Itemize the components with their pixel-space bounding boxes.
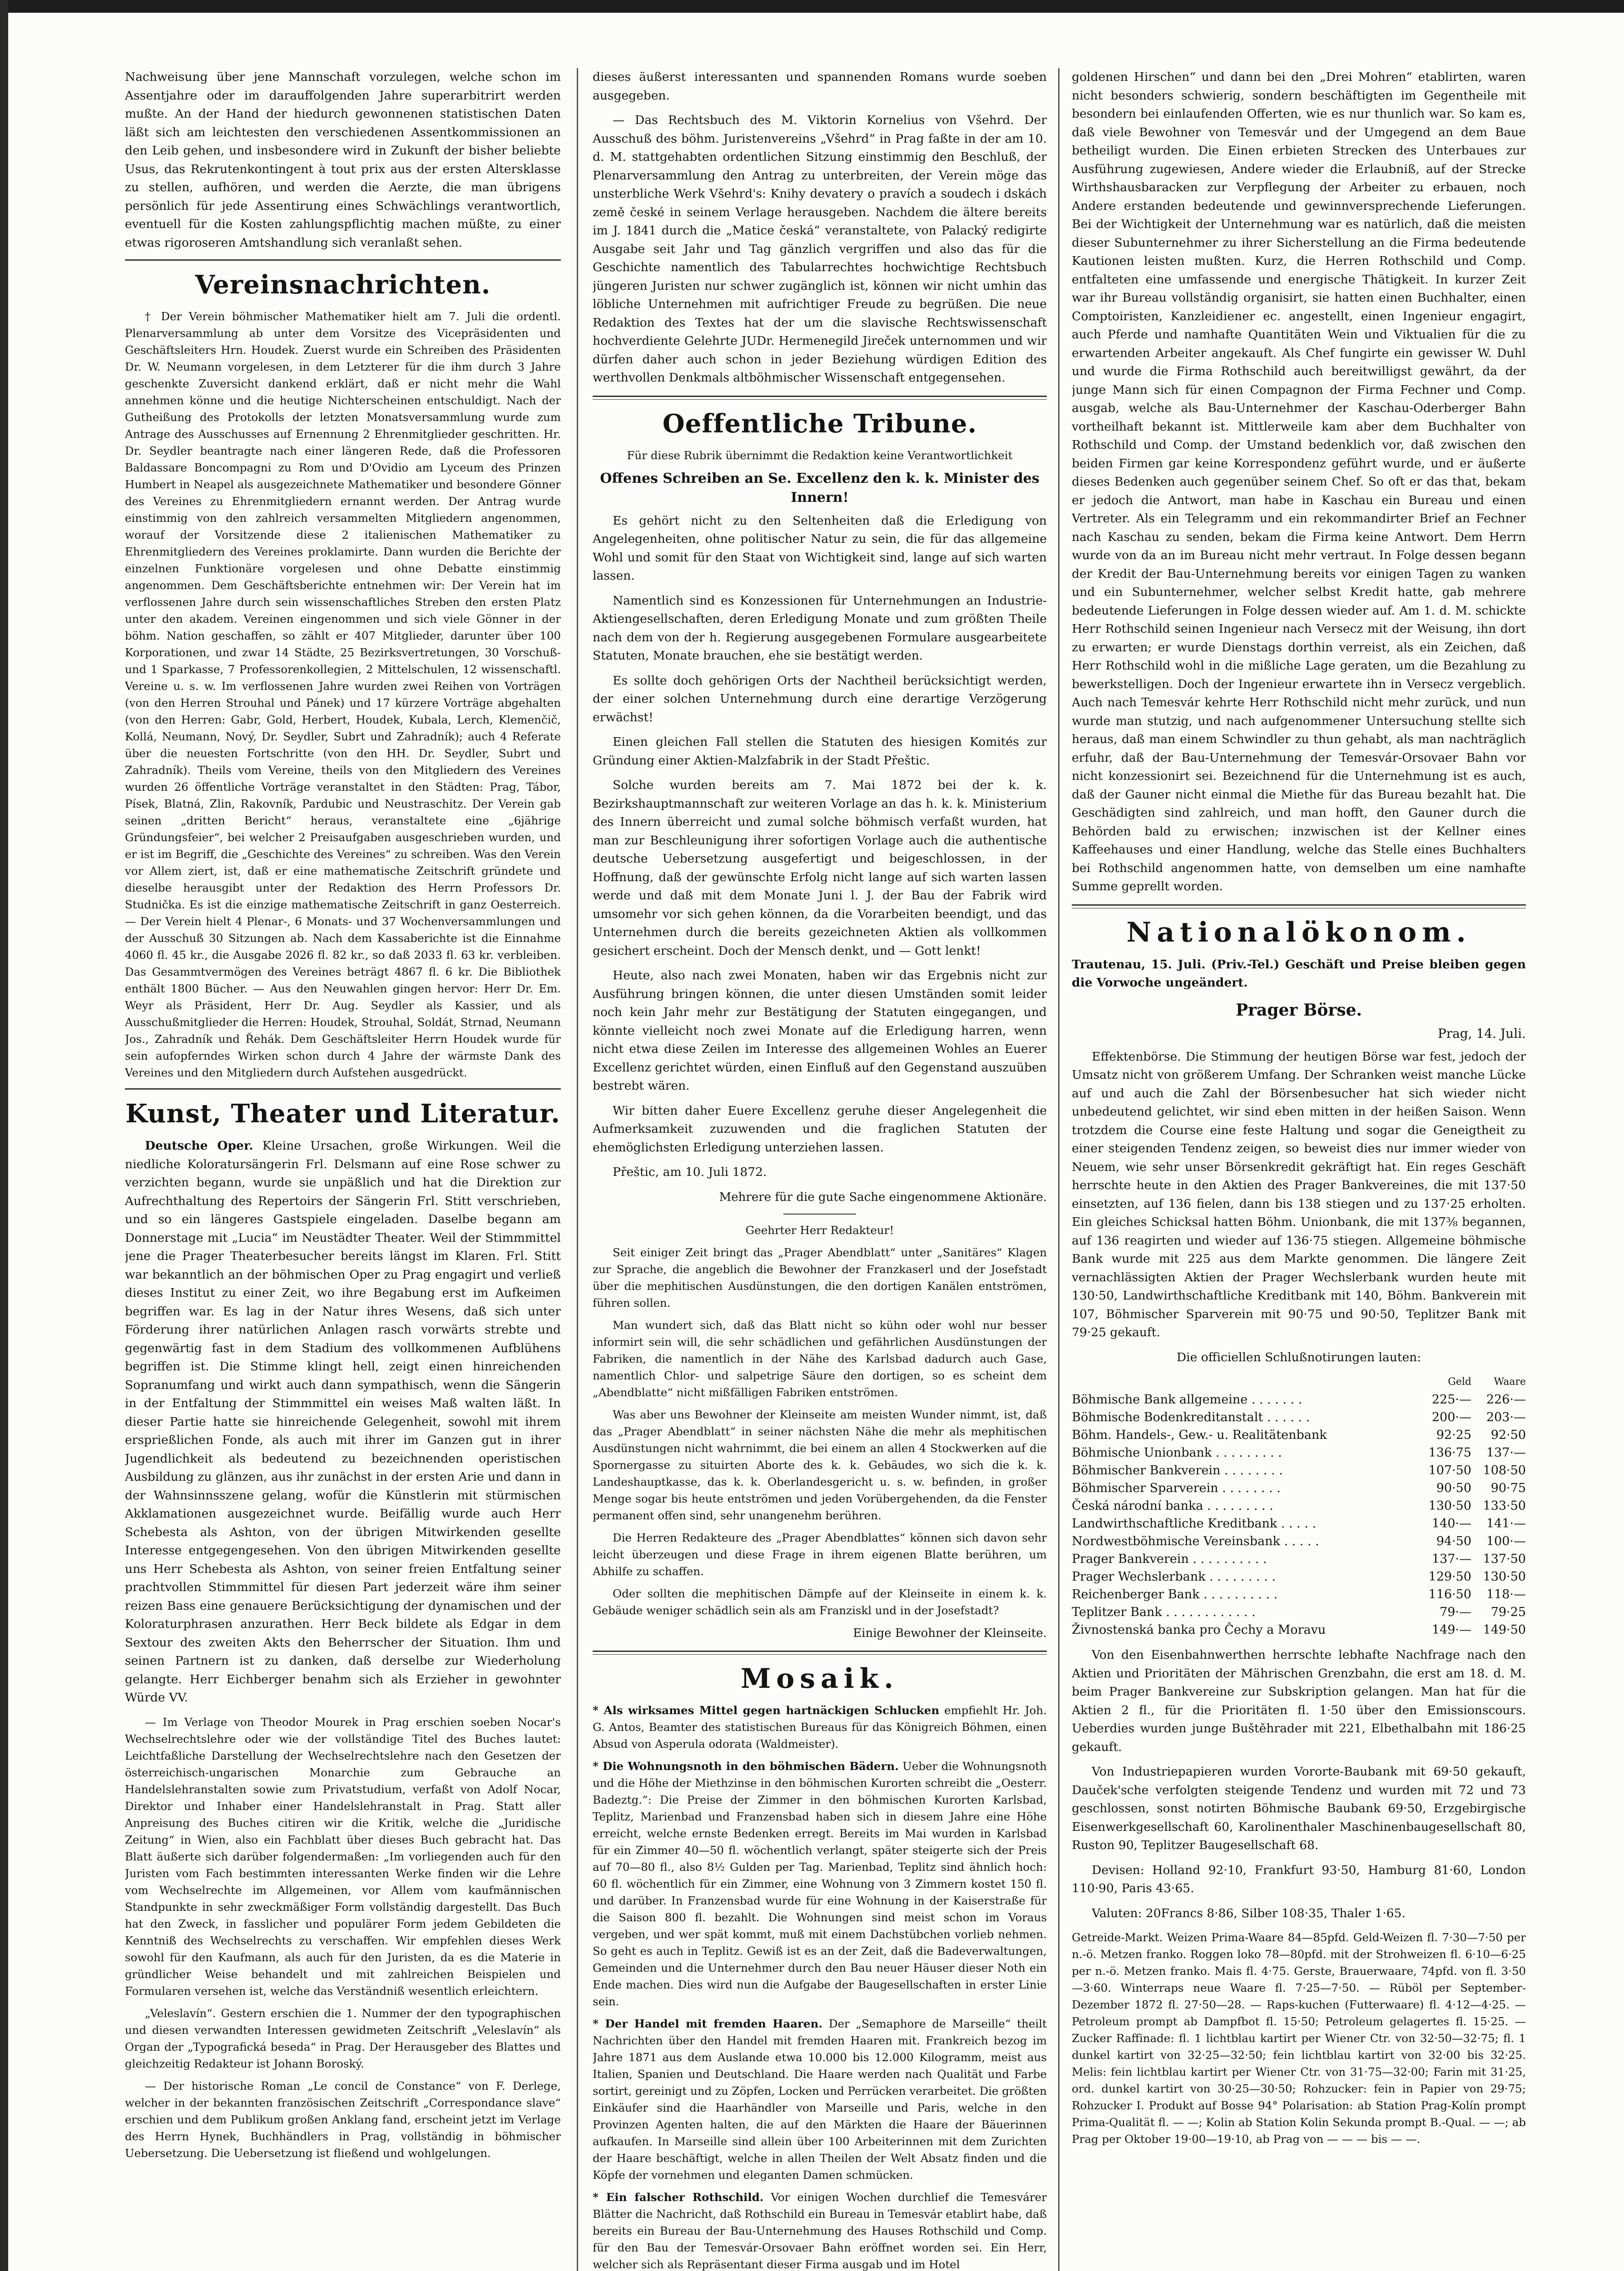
article-text: Von Industriepapieren wurden Vororte-Baubank mit 69·50 gekauft, Dauček'sche verfolgten steigende Tendenz und wurden mit 72 und 73 geschlossen, sonst notirten Böhmische Baubank 69·50, Erzgebirgische Eisenwerkgesellschaft 60, Karolinenthaler Maschinenbaugesellschaft 80, Ruston 90, Teplitzer Baugesellschaft 68.	[1072, 1765, 1526, 1852]
bid-price: 149·—	[1431, 1623, 1471, 1637]
ask-price: 79·25	[1490, 1605, 1526, 1619]
letter-signature: Mehrere für die gute Sache eingenommene Aktionäre.	[719, 1190, 1047, 1204]
bid-price: 225·—	[1431, 1393, 1471, 1407]
letter-date: Přeštic, am 10. Juli 1872.	[613, 1165, 767, 1179]
ask-price: 137·—	[1486, 1446, 1526, 1460]
article-text: „Veleslavín“. Gestern erschien die 1. Nummer der den typographischen und diesen verwandten Interessen gewidmeten Zeitschrift „Veleslavín“ als Organ der „Typografická beseda“ in Prag. Der Herausgeber des Blattes und gleichzeitig Redakteur ist Johann Boroský.	[125, 2006, 561, 2070]
security-name: Reichenberger Bank . . . . . . . . . .	[1072, 1587, 1278, 1602]
section-heading-kunst: Kunst, Theater und Literatur.	[125, 1099, 560, 1129]
column-left	[125, 68, 561, 2271]
bid-price: 140·—	[1431, 1517, 1471, 1531]
article-text	[125, 1137, 561, 1707]
article-text: Einen gleichen Fall stellen die Statuten des hiesigen Komités zur Gründung einer Aktien-Malzfabrik in der Stadt Přeštic.	[593, 735, 1047, 768]
bid-price: 136·75	[1428, 1446, 1471, 1460]
security-name: Teplitzer Bank . . . . . . . . . . . .	[1072, 1605, 1256, 1619]
article-text: dieses äußerst interessanten und spannenden Romans wurde soeben ausgegeben.	[593, 70, 1047, 103]
ask-price: 203·—	[1486, 1410, 1526, 1424]
security-name: Nordwestböhmische Vereinsbank . . . . .	[1072, 1534, 1319, 1548]
article-text	[593, 1702, 1047, 1752]
quotes-header-row	[1072, 1373, 1526, 1391]
security-name: Prager Wechslerbank . . . . . . . . .	[1072, 1570, 1276, 1584]
table-row	[1072, 1515, 1526, 1532]
article-text: Nachweisung über jene Mannschaft vorzulegen, welche schon im Assentjahre oder im darauffolgenden Jahre superarbitrirt werden mußte. An der Hand der hiedurch gewonnenen statistischen Daten läßt sich am leichtesten den verschiedenen Assentkommissionen an den Leib gehen, und insbesondere wird in Zukunft der bisher beliebte Usus, das Rekrutenkontingent à tout prix aus der ersten Altersklasse zu stellen, aufhören, und werden die Aerzte, die man übrigens persönlich für jede Assentirung eines Schwächlings verantwortlich, eventuell für die Kosten zahlungspflichtig machen müßte, zu einer etwas rigoroseren Amtshandlung sich veranlaßt sehen.	[125, 70, 561, 250]
table-row	[1072, 1586, 1526, 1603]
ask-price: 118·—	[1486, 1587, 1526, 1602]
article-text: Wir bitten daher Euere Excellenz geruhe dieser Angelegenheit die Aufmerksamkeit zuzuwenden und die fraglichen Statuten der ehemöglichsten Erledigung unterziehen lassen.	[593, 1103, 1047, 1155]
article-body: Der „Semaphore de Marseille“ theilt Nachrichten über den Handel mit fremden Haaren mit. Frankreich bezog im Jahre 1871 aus dem Auslande etwa 10.000 bis 12.000 Kilogramm, meist aus Italien, Spanien und Deutschland. Die Haare werden nach Qualität und Farbe sortirt, gereinigt und zu Zöpfen, Locken und Perrücken verarbeitet. Die größten Einkäufer sind die Haarhändler von Marseille und Paris, welche in den Provinzen Agenten halten, die auf den Märkten die Haare der Bäuerinnen aufkaufen. In Marseille sind allein über 100 Arbeiterinnen mit dem Zurichten der Haare beschäftigt, welche in allen Theilen der Welt Absatz finden und die Köpfe der vornehmen und eleganten Damen schmücken.	[593, 2017, 1047, 2182]
table-row	[1072, 1462, 1526, 1479]
divider	[1072, 904, 1526, 908]
table-row	[1072, 1532, 1526, 1550]
table-row	[1072, 1426, 1526, 1444]
article-text: Effektenbörse. Die Stimmung der heutigen Börse war fest, jedoch der Umsatz nicht von größerem Umfang. Der Schranken weist manche Lücke auf und auch die Zahl der Börsenbesucher hat sich wieder nicht unbedeutend gelichtet, wir sind eben mitten in der heißen Saison. Wenn trotzdem die Course eine feste Haltung und sogar die Geneigtheit zu einer steigenden Tendenz zeigen, so beweist dies nur immer wieder von Neuem, wie sehr unser Börsenkredit gekräftigt hat. Ein reges Geschäft herrschte heute in den Aktien des Prager Bankvereines, die mit 137·50 einsetzten, auf 136 fielen, dann bis 138 stiegen und zu 137·25 erholten. Ein gleiches Schicksal hatten Böhm. Unionbank, die mit 137⅜ begannen, auf 136 reagirten und wieder auf 136·75 stiegen. Allgemeine böhmische Bank wurde mit 225 aus dem Markte genommen. Die längere Zeit vernachlässigten Aktien der Prager Wechslerbank wurden heute mit 130·50, Landwirthschaftliche Kreditbank mit 140, Böhm. Bankverein mit 107, Böhmischer Sparverein mit 90·75 und 90·50, Teplitzer Bank mit 79·25 gekauft.	[1072, 1049, 1526, 1339]
table-row	[1072, 1408, 1526, 1426]
bid-price: 130·50	[1428, 1499, 1471, 1513]
article-text: Was aber uns Bewohner der Kleinseite am meisten Wunder nimmt, ist, daß das „Prager Abendblatt“ in seiner nächsten Nähe die mehr als mephitischen Ausdünstungen nicht wahrnimmt, die bei einem an allen 4 Stockwerken auf die Spornergasse zu situirten Aborte des k. k. Gebäudes, wo sich die k. k. Landeshauptkasse, das k. k. Oberlandesgericht u. s. w. befinden, in großer Menge sogar bis heute entströmen und jeden Vorübergehenden, da die Fenster permanent offen sind, sehr unangenehm berühren.	[593, 1408, 1047, 1522]
letter-salutation: Geehrter Herr Redakteur!	[745, 1223, 894, 1237]
article-lead: * Die Wohnungsnoth in den böhmischen Bädern.	[593, 1759, 899, 1773]
telegram-text: Trautenau, 15. Juli. (Priv.-Tel.) Geschäft und Preise bleiben gegen die Vorwoche ungeändert.	[1072, 957, 1526, 990]
article-text: Oder sollten die mephitischen Dämpfe auf der Kleinseite in einem k. k. Gebäude weniger schädlich sein als am Franziskl und in der Josefstadt?	[593, 1587, 1047, 1617]
ask-price: 226·—	[1486, 1393, 1526, 1407]
divider	[125, 1088, 561, 1090]
security-name: Böhmische Bank allgemeine . . . . . . .	[1072, 1393, 1302, 1407]
security-name: Živnostenská banka pro Čechy a Moravu	[1072, 1623, 1326, 1637]
letter-signature: Einige Bewohner der Kleinseite.	[853, 1626, 1047, 1640]
table-row	[1072, 1568, 1526, 1586]
table-row	[1072, 1603, 1526, 1621]
divider	[593, 396, 1047, 400]
quotes-table	[1072, 1373, 1526, 1639]
section-heading-vereinsnachrichten: Vereinsnachrichten.	[195, 270, 491, 300]
bid-price: 92·25	[1436, 1428, 1471, 1442]
bid-price: 137·—	[1431, 1552, 1471, 1566]
security-name: Landwirthschaftliche Kreditbank . . . . .	[1072, 1517, 1317, 1531]
scan-border-left	[0, 0, 8, 2271]
editorial-note: Für diese Rubrik übernimmt die Redaktion keine Verantwortlichkeit	[627, 448, 1013, 462]
ask-price: 130·50	[1483, 1570, 1526, 1584]
scan-border-top	[0, 0, 1624, 13]
table-row	[1072, 1479, 1526, 1497]
security-name: Böhmischer Bankverein . . . . . . . .	[1072, 1463, 1283, 1478]
bid-price: 90·50	[1436, 1481, 1471, 1495]
security-name: Böhm. Handels-, Gew.- u. Realitätenbank	[1072, 1428, 1327, 1442]
column-rule	[1058, 68, 1060, 2271]
article-text: † Der Verein böhmischer Mathematiker hielt am 7. Juli die ordentl. Plenarversammlung ab unter dem Vorsitze des Vicepräsidenten und Geschäftsleiters Hrn. Houdek. Zuerst wurde ein Schreiben des Präsidenten Dr. W. Neumann vorgelesen, in dem Letzterer für die ihm durch 3 Jahre geschenkte Zuversicht dankend erklärt, daß er nicht mehr die Wahl annehmen könne und die heutige Nichterscheinen entschuldigt. Nach der Gutheißung des Protokolls der letzten Monatsversammlung wurde zum Antrage des Ausschusses auf Ernennung 2 Ehrenmitglieder geschritten. Hr. Dr. Seydler beantragte nach einer längeren Rede, daß die Professoren Baldassare Boncompagni zu Rom und D'Ovidio am Lyceum des Prinzen Humbert in Neapel als ausgezeichnete Mathematiker und besondere Gönner des Vereines zu Ehrenmitgliedern ernannt werden. Der Antrag wurde einstimmig von den zahlreich versammelten Mitgliedern angenommen, worauf der Vorsitzende diese 2 italienischen Mathematiker zu Ehrenmitgliedern des Vereines proklamirte. Dann wurden die Berichte der einzelnen Funktionäre vorgelesen und ohne Debatte einstimmig angenommen. Dem Geschäftsberichte entnehmen wir: Der Verein hat im verflossenen Jahre durch sein wissenschaftliches Streben den ersten Platz unter den akadem. Vereinen eingenommen und sich viele Gönner in der böhm. Nation geschaffen, so zählt er 407 Mitglieder, darunter über 100 Korporationen, und zwar 14 Städte, 25 Bezirksvertretungen, 30 Vorschuß- und 1 Sparkasse, 7 Professorenkollegien, 2 Mittelschulen, 12 wissenschaftl. Vereine u. s. w. Im verflossenen Jahre wurden zwei Reihen von Vorträgen (von den Herren Strouhal und Pánek) und 17 kürzere Vorträge abgehalten (von den Herren: Gabr, Gold, Herbert, Houdek, Kubala, Lerch, Klemenčič, Kollá, Neumann, Nový, Dr. Seydler, Subrt und Zahradník); auch 4 Referate über die neuesten Fortschritte (von den HH. Dr. Seydler, Subrt und Zahradník). Theils vom Vereine, theils von den Mitgliedern des Vereines wurden 26 öffentliche Vorträge veranstaltet in den Städten: Prag, Tábor, Písek, Blatná, Zlin, Rakovník, Pardubic und Neustraschitz. Der Verein gab seinen „dritten Bericht“ heraus, veranstaltete eine „6jährige Gründungsfeier“, bei welcher 2 Preisaufgaben ausgeschrieben wurden, und er ist im Begriff, die „Geschichte des Vereines“ zu schreiben. Was den Verein vor Allem ziert, ist, daß er eine mathematische Zeitschrift gründete und dieselbe herausgibt unter der Redaktion des Herrn Professors Dr. Studnička. Es ist die einzige mathematische Zeitschrift in ganz Oesterreich. — Der Verein hielt 4 Plenar-, 6 Monats- und 37 Wochenversammlungen und der Ausschuß 30 Sitzungen ab. Nach dem Kassaberichte ist die Einnahme 4060 fl. 45 kr., die Ausgabe 2026 fl. 82 kr., so daß 2033 fl. 63 kr. verbleiben. Das Gesammtvermögen des Vereines beträgt 4867 fl. 6 kr. Die Bibliothek enthält 1800 Bücher. — Aus den Neuwahlen gingen hervor: Herr Dr. Em. Weyr als Präsident, Herr Dr. Aug. Seydler als Kassier, und als Ausschußmitglieder die Herren: Houdek, Strouhal, Soldát, Strnad, Neumann Jos., Zahradník und Řehák. Dem Geschäftsleiter Herrn Houdek wurde für sein aufopferndes Wirken schon durch 4 Jahre der wärmste Dank des Vereines und den Mitgliedern durch Aufstehen ausgedrückt.	[125, 310, 561, 1079]
bid-price: 129·50	[1428, 1570, 1471, 1584]
ask-price: 100·—	[1486, 1534, 1526, 1548]
column-rule	[577, 68, 578, 2271]
security-name: Böhmische Unionbank . . . . . . . . .	[1072, 1446, 1282, 1460]
bid-price: 200·—	[1431, 1410, 1471, 1424]
article-text: Devisen: Holland 92·10, Frankfurt 93·50, Hamburg 81·60, London 110·90, Paris 43·65.	[1072, 1863, 1526, 1895]
divider	[125, 259, 561, 261]
divider	[593, 1651, 1047, 1655]
bid-price: 107·50	[1428, 1463, 1471, 1478]
article-text: Solche wurden bereits am 7. Mai 1872 bei der k. k. Bezirkshauptmannschaft zur weiteren Vorlage an das h. k. k. Ministerium des Innern überreicht und zumal solche böhmisch verfaßt wurden, hat man zur Beschleunigung ihrer sofortigen Vorlage auch die authentische deutsche Uebersetzung ausgefertigt und beigeschlossen, in der Hoffnung, daß der gewünschte Erfolg nicht lange auf sich warten lassen werde und daß mit dem Monate Juni l. J. der Bau der Fabrik wird umsomehr vor sich gehen können, da die Vorarbeiten beendigt, und das Unternehmen durch die bereits gezeichneten Aktien als vollkommen gesichert erscheint. Doch der Mensch denkt, und — Gott lenkt!	[593, 778, 1047, 958]
security-name: Česká národní banka . . . . . . . . .	[1072, 1499, 1273, 1513]
section-heading-nationaloekonom: Nationalökonom.	[1126, 916, 1471, 948]
ask-price: 149·50	[1483, 1623, 1526, 1637]
article-lead: Deutsche Oper.	[145, 1139, 253, 1153]
subsection-heading-prager-boerse: Prager Börse.	[1235, 1000, 1362, 1020]
article-text: — Im Verlage von Theodor Mourek in Prag erschien soeben Nocar's Wechselrechtslehre oder wie der vollständige Titel des Buches lautet: Leichtfaßliche Darstellung der Wechselrechtslehre nach den Gesetzen der österreichisch-ungarischen Monarchie zum Gebrauche an Handelslehranstalten sowie zum Privatstudium, verfaßt von Adolf Nocar, Direktor und Inhaber einer Handelslehranstalt in Prag. Statt aller Anpreisung des Buches citiren wir die Kritik, welche die „Juridische Zeitung“ in Wien, also ein Fachblatt über dieses Buch gebracht hat. Das Blatt äußerte sich darüber folgendermaßen: „Im vorliegenden auch für den Juristen vom Fach bestimmten interessanten Werke finden wir die Lehre vom Wechselrechte im Allgemeinen, vor Allem vom kaufmännischen Standpunkte in sehr zweckmäßiger Form vollständig dargestellt. Das Buch hat den Zweck, in fasslicher und populärer Form jedem Gebildeten die Kenntniß des Wechselrechts zu verschaffen. Wir empfehlen dieses Werk sowohl für den Kaufmann, als auch für den Juristen, da es die Materie in gründlicher Weise behandelt und mit zahlreichen Beispielen und Formularen versehen ist, welche das Verständniß wesentlich erleichtern.	[125, 1715, 561, 1998]
article-body: Kleine Ursachen, große Wirkungen. Weil die niedliche Koloratursängerin Frl. Delsmann auf eine Rose schwer zu verzichten begann, wurde sie unpäßlich und hat die Direktion zur Aufrechthaltung des Repertoirs der Sängerin Frl. Stitt verschrieben, und so ein längeres Gastspiele eingeladen. Daselbe begann am Donnerstage mit „Lucia“ im Neustädter Theater. Weil der Stimmmittel jene die Prager Theaterbesucher bereits längst im Klaren. Frl. Stitt war bekanntlich an der böhmischen Oper zu Prag engagirt und verließ dieses Institut zu einer Zeit, wo ihre Begabung erst im Aufkeimen begriffen war. Es lag in der Natur ihres Wesens, daß sich unter Förderung ihrer natürlichen Anlagen rasch vorwärts strebte und gegenwärtig fast in dem Stadium des vollkommenen Aufblühens begriffen ist. Die Stimme klingt hell, zeigt einen hinreichenden Sopranumfang und wirkt auch dann sympathisch, wenn die Sängerin in der Entfaltung der Stimmmittel ein weises Maß walten läßt. In dieser Partie hatte sie hinreichende Gelegenheit, sowohl mit ihrem ersprießlichen Fonde, als auch mit ihrer im Ganzen gut in ihrer Jugendlichkeit als bedeutend zu bezeichnenden operistischen Ausbildung zu glänzen, aus ihr zunächst in der ersten Arie und dann in der Wahnsinnsszene gelang, wofür die Künstlerin mit stürmischen Akklamationen ausgezeichnet wurde. Beifällig wurde auch Herr Schebesta als Ashton, von der übrigen Mitwirkenden gesellte Interesse entgegengesehen. Von den übrigen Mitwirkenden gesellte uns Herr Schebesta als Ashton, von seiner freien Entfaltung seiner prachtvollen Stimmmittel für diesen Part jederzeit wäre ihm seiner reizen Bass eine genauere Berücksichtigung der dynamischen und der Koloraturphrasen anzurathen. Herr Beck bildete als Edgar in dem Sextour des zweiten Akts den Beherrscher der Situation. Ihm und seinen Partnern ist zu danken, daß derselbe zur Wiederholung gelangte. Herr Eichberger benahm sich als Erzieher in gewohnter Würde VV.	[125, 1139, 561, 1705]
article-text: Es sollte doch gehörigen Orts der Nachtheil berücksichtigt werden, der einer solchen Unternehmung durch eine derartige Verzögerung erwächst!	[593, 673, 1047, 724]
article-lead: * Der Handel mit fremden Haaren.	[593, 2017, 822, 2030]
letter-heading: Offenes Schreiben an Se. Excellenz den k. k. Minister des Innern!	[600, 470, 1040, 506]
article-text	[593, 1758, 1047, 2010]
article-text: Getreide-Markt. Weizen Prima-Waare 84—85pfd. Geld-Weizen fl. 7·30—7·50 per n.-ö. Metzen franko. Roggen loko 78—80pfd. mit der Strohweizen fl. 6·10—6·25 per n.-ö. Metzen franko. Mais fl. 4·75. Gerste, Brauerwaare, 74pfd. von fl. 3·50—3·60. Winterraps neue Waare fl. 7·25—7·50. — Rüböl per September-Dezember 1872 fl. 27·50—28. — Raps-kuchen (Futterwaare) fl. 4·12—4·25. — Petroleum prompt ab Dampfbot fl. 15·50; Petroleum gelagertes fl. 15·25. — Zucker Raffinade: fl. 1 lichtblau kartirt per Wiener Ctr. von 32·50—32·75; fl. 1 dunkel kartirt von 32·25—32·50; fein lichtblau kartirt von 32·00 bis 32·25. Melis: fein lichtblau kartirt per Wiener Ctr. von 31·75—32·00; Farin mit 31·25, ord. dunkel kartirt von 30·25—30·50; Rohzucker: fein in Papier von 29·75; Rohzucker I. Produkt auf Bosse 94° Polarisation: ab Station Prag-Kolín prompt Prima-Qualität fl. — —; Kolin ab Station Kolin Sekunda prompt B.-Qual. — —; ab Prag per Oktober 19·00—19·10, ab Prag von — — — bis — —.	[1072, 1931, 1526, 2146]
security-name: Prager Bankverein . . . . . . . . . .	[1072, 1552, 1267, 1566]
article-text: — Das Rechtsbuch des M. Viktorin Kornelius von Všehrd. Der Ausschuß des böhm. Juristenvereins „Všehrd“ in Prag faßte in der am 10. d. M. stattgehabten ordentlichen Sitzung einstimmig den Beschluß, der Plenarversammlung den Antrag zu unterbreiten, der Verein möge das unsterbliche Werk Všehrd's: Knihy devatery o pravích a soudech i dskách země české in seinem Verlage herausgeben. Nachdem die ältere bereits im J. 1841 durch die „Matice česká“ veranstaltete, von Palacký redigirte Ausgabe seit Jahr und Tag gänzlich vergriffen und also das für die Geschichte namentlich des Tabularrechtes hochwichtige Rechtsbuch jüngeren Juristen nur schwer zugänglich ist, können wir nicht umhin das löbliche Unternehmen mit aufrichtiger Freude zu begrüßen. Die neue Redaktion des Textes hat der um die slavische Rechtswissenschaft hochverdiente Gelehrte JUDr. Hermenegild Jireček unternommen und wir dürfen daher auch schon in jeder Beziehung würdigen Edition des werthvollen Denkmals altböhmischer Wissenschaft entgegensehen.	[593, 113, 1047, 385]
section-heading-tribune: Oeffentliche Tribune.	[662, 408, 977, 439]
article-text: Von den Eisenbahnwerthen herrschte lebhafte Nachfrage nach den Aktien und Prioritäten der Mährischen Grenzbahn, die erst am 18. d. M. beim Prager Bankvereine zur Subskription gelangen. Man hat für die Aktien 2 fl., für die Prioritäten fl. 1·50 über den Emissionscours. Ueberdies wurden junge Buštěhrader mit 221, Elbethalbahn mit 186·25 gekauft.	[1072, 1648, 1526, 1754]
bid-price: 94·50	[1436, 1534, 1471, 1548]
article-body: empfiehlt Hr. Joh. G. Antos, Beamter des statistischen Bureaus für das Königreich Böhmen, einen Absud von Asperula odorata (Waldmeister).	[593, 1703, 1047, 1750]
table-row	[1072, 1550, 1526, 1568]
column-middle	[593, 68, 1047, 2271]
article-lead: * Ein falscher Rothschild.	[593, 2190, 764, 2204]
quotes-header-geld: Geld	[1448, 1376, 1471, 1388]
article-text: Man wundert sich, daß das Blatt nicht so kühn oder wohl nur besser informirt sein will, die sehr schädlichen und gefährlichen Ausdünstungen der Fabriken, die namentlich in der Nähe des Karlsbad dadurch auch Gase, namentlich Chlor- und salpetrige Säure den dortigen, so es scheint dem „Abendblatte“ nicht mißfälligen Fabriken entströmen.	[593, 1318, 1047, 1399]
article-text: Valuten: 20Francs 8·86, Silber 108·35, Thaler 1·65.	[1092, 1906, 1406, 1920]
security-name: Böhmische Bodenkreditanstalt . . . . . .	[1072, 1410, 1310, 1424]
article-text: Heute, also nach zwei Monaten, haben wir das Ergebnis nicht zur Ausführung bringen können, die unter diesen Umständen somit leider noch kein Jahr mehr zur Bestätigung der Statuten eingegangen, und könnte vielleicht noch zwei Monate auf die Erledigung harren, wenn nicht etwa diese Zeilen im Interesse des allgemeinen Wohles an Euerer Excellenz gerichtet würden, einen Einfluß auf den Gegenstand auszuüben bestrebt wären.	[593, 968, 1047, 1093]
quotes-intro: Die officiellen Schlußnotirungen lauten:	[1176, 1350, 1421, 1364]
table-row	[1072, 1497, 1526, 1515]
article-text	[593, 2015, 1047, 2183]
article-body: Vor einigen Wochen durchlief die Temesvárer Blätter die Nachricht, daß Rothschild ein Bureau in Temesvár etablirt habe, daß bereits ein Bureau der Bau-Unternehmung des Hauses Rothschild und Comp. für den Bau der Temesvár-Orsovaer Bahn eröffnet worden sei. Ein Herr, welcher sich als Repräsentant dieser Firma ausgab und im Hotel	[593, 2190, 1047, 2271]
table-row	[1072, 1444, 1526, 1462]
article-text	[593, 2189, 1047, 2271]
article-text: Es gehört nicht zu den Seltenheiten daß die Erledigung von Angelegenheiten, ohne politischer Natur zu sein, die für das allgemeine Wohl und somit für den Staat von Wichtigkeit sind, lange auf sich warten lassen.	[593, 513, 1047, 583]
ask-price: 92·50	[1490, 1428, 1526, 1442]
security-name: Böhmischer Sparverein . . . . . . . .	[1072, 1481, 1281, 1495]
table-row	[1072, 1621, 1526, 1639]
ask-price: 137·50	[1483, 1552, 1526, 1566]
bid-price: 79·—	[1440, 1605, 1471, 1619]
article-text: Seit einiger Zeit bringt das „Prager Abendblatt“ unter „Sanitäres“ Klagen zur Sprache, die angeblich die Bewohner der Franzkaserl und der Josefstadt über die mephitischen Ausdünstungen, die den dortigen Kanälen entströmen, führen sollen.	[593, 1245, 1047, 1309]
article-body: Ueber die Wohnungsnoth und die Höhe der Miethzinse in den böhmischen Kurorten schreibt die „Oesterr. Badeztg.“: Die Preise der Zimmer in den böhmischen Kurorten Karlsbad, Teplitz, Marienbad und Franzensbad haben sich in diesem Jahre eine Höhe erreicht, welche ernste Bedenken erregt. Bereits im Mai wurden in Karlsbad für ein Zimmer 40—50 fl. wöchentlich verlangt, später steigerte sich der Preis auf 70—80 fl., also 8½ Gulden per Tag. Marienbad, Teplitz sind ähnlich hoch: 60 fl. wöchentlich für ein Zimmer, eine Wohnung von 3 Zimmern kostet 150 fl. und darüber. In Franzensbad wurde für eine Wohnung in der Kaiserstraße für die Saison 800 fl. bezahlt. Die Wohnungen sind meist schon im Voraus vergeben, und wer spät kommt, muß mit einem Dachstübchen vorlieb nehmen. So geht es auch in Teplitz. Gewiß ist es an der Zeit, daß die Badeverwaltungen, Gemeinden und die Unternehmer durch den Bau neuer Häuser dieser Noth ein Ende machen. Dies wird nun die Aufgabe der Baugesellschaften in erster Linie sein.	[593, 1759, 1047, 2008]
bid-price: 116·50	[1428, 1587, 1471, 1602]
quotes-header-waare: Waare	[1494, 1376, 1526, 1388]
article-text: Namentlich sind es Konzessionen für Unternehmungen an Industrie-Aktiengesellschaften, deren Erledigung Monate und zum größten Theile nach dem von der h. Regierung ausgegebenen Formulare ausgearbeitete Statuten, Monate brauchen, ehe sie bestätigt werden.	[593, 593, 1047, 663]
article-text: — Der historische Roman „Le concil de Constance“ von F. Derlege, welcher in der bekannten französischen Zeitschrift „Correspondance slave“ erschien und dem Publikum großen Anklang fand, erscheint jetzt im Verlage des Herrn Hynek, Buchhändlers in Prag, vollständig in böhmischer Uebersetzung. Die Uebersetzung ist fließend und wohlgelungen.	[125, 2079, 561, 2160]
ask-price: 133·50	[1483, 1499, 1526, 1513]
article-text: goldenen Hirschen“ und dann bei den „Drei Mohren“ etablirten, waren nicht besonders schwierig, sondern beschäftigten im Gegentheile mit besondern bei einlaufenden Offerten, wie es nur thunlich war. So kam es, daß viele Bewohner von Temesvár und der Umgegend an dem Baue betheiligt wurden. Die Einen erbieten Strecken des Unterbaues zur Ausführung zugewiesen, Andere wieder die Erlaubniß, auf der Strecke Wirthshausbaracken zur Verpflegung der Arbeiter zu erbauen, noch Andere erstanden bedeutende und gewinnversprechende Lieferungen. Bei der Wichtigkeit der Unternehmung war es natürlich, daß die meisten dieser Subunternehmer zu ihrer Sicherstellung an die Firma bedeutende Kautionen leisten mußten. Kurz, die Herren Rothschild und Comp. entfalteten eine umfassende und energische Thätigkeit. In kurzer Zeit war ihr Bureau vollständig organisirt, sie hatten einen Buchhalter, einen Comptoiristen, Kanzleidiener ec. angestellt, einen Ingenieur engagirt, auch Pferde und namhafte Quantitäten Wein und Viktualien für die zu erwartenden Arbeiter angekauft. Als Chef fungirte ein gewisser W. Duhl und wurde die Firma Rothschild auch bereitwilligst gewährt, da der junge Mann sich für einen Compagnon der Firma Fechner und Comp. ausgab, welche als Bau-Unternehmer der Kaschau-Oderberger Bahn vortheilhaft bekannt ist. Mittlerweile kam aber dem Buchhalter von Rothschild und Comp. der Umstand bedenklich vor, daß zwischen den beiden Firmen gar keine Korrespondenz geführt wurde, und er äußerte dieses Bedenken auch gegenüber seinem Chef. So oft er das that, bekam er jedoch die Antwort, man habe in Kaschau ein Bureau und einen Vertreter. Als ein Telegramm und ein rekommandirter Brief an Fechner nach Kaschau zu senden, bekam die Firma keine Antwort. Dem Herrn wurde von da an im Bureau nicht mehr vertraut. In Folge dessen begann der Kredit der Bau-Unternehmung bereits vor einigen Tagen zu wanken und ein Subunternehmer, welcher selbst Kredit hatte, gab mehrere bedeutende Lieferungen in Folge dessen wieder auf. Am 1. d. M. schickte Herr Rothschild seinen Ingenieur nach Versecz mit der Weisung, ihn dort zu erwarten; er wurde Dienstags dorthin verreist, als ein Zeichen, daß Herr Rothschild wohl in die mißliche Lage geraten, um die Bezahlung zu bewerkstelligen. Doch der Ingenieur erwartete ihn in Versecz vergeblich. Auch nach Temesvár kehrte Herr Rothschild nicht mehr zurück, und nun wurde man stutzig, und nach aufgenommener Untersuchung stellte sich heraus, daß man einem Schwindler zu thun gehabt, als man nachträglich erfuhr, daß der Bau-Unternehmung der Temesvár-Orsovaer Bahn vor nicht konzessionirt sei. Bezeichnend für die Unternehmung ist es auch, daß der Gauner nicht einmal die Miethe für das Bureau bezahlt hat. Die Geschädigten sind zahlreich, und man hofft, den Gauner durch die Behörden bald zu erwischen; inzwischen ist der Kellner eines Kaffeehauses und einer Handlung, welche das Stelle eines Buchhalters bei Rothschild angenommen hatte, von demselben um eine namhafte Summe geprellt worden.	[1072, 70, 1526, 893]
ask-price: 108·50	[1483, 1463, 1526, 1478]
article-text: Die Herren Redakteure des „Prager Abendblattes“ können sich davon sehr leicht überzeugen und diese Frage in ihrem eigenen Blatte berühren, um Abhilfe zu schaffen.	[593, 1531, 1047, 1578]
table-row	[1072, 1391, 1526, 1408]
section-heading-mosaik: Mosaik.	[740, 1662, 899, 1695]
ask-price: 141·—	[1486, 1517, 1526, 1531]
column-right	[1072, 68, 1526, 2271]
ask-price: 90·75	[1490, 1481, 1526, 1495]
report-date: Prag, 14. Juli.	[1437, 1026, 1526, 1041]
article-lead: * Als wirksames Mittel gegen hartnäckigen Schlucken	[593, 1703, 940, 1717]
divider	[783, 1214, 856, 1215]
